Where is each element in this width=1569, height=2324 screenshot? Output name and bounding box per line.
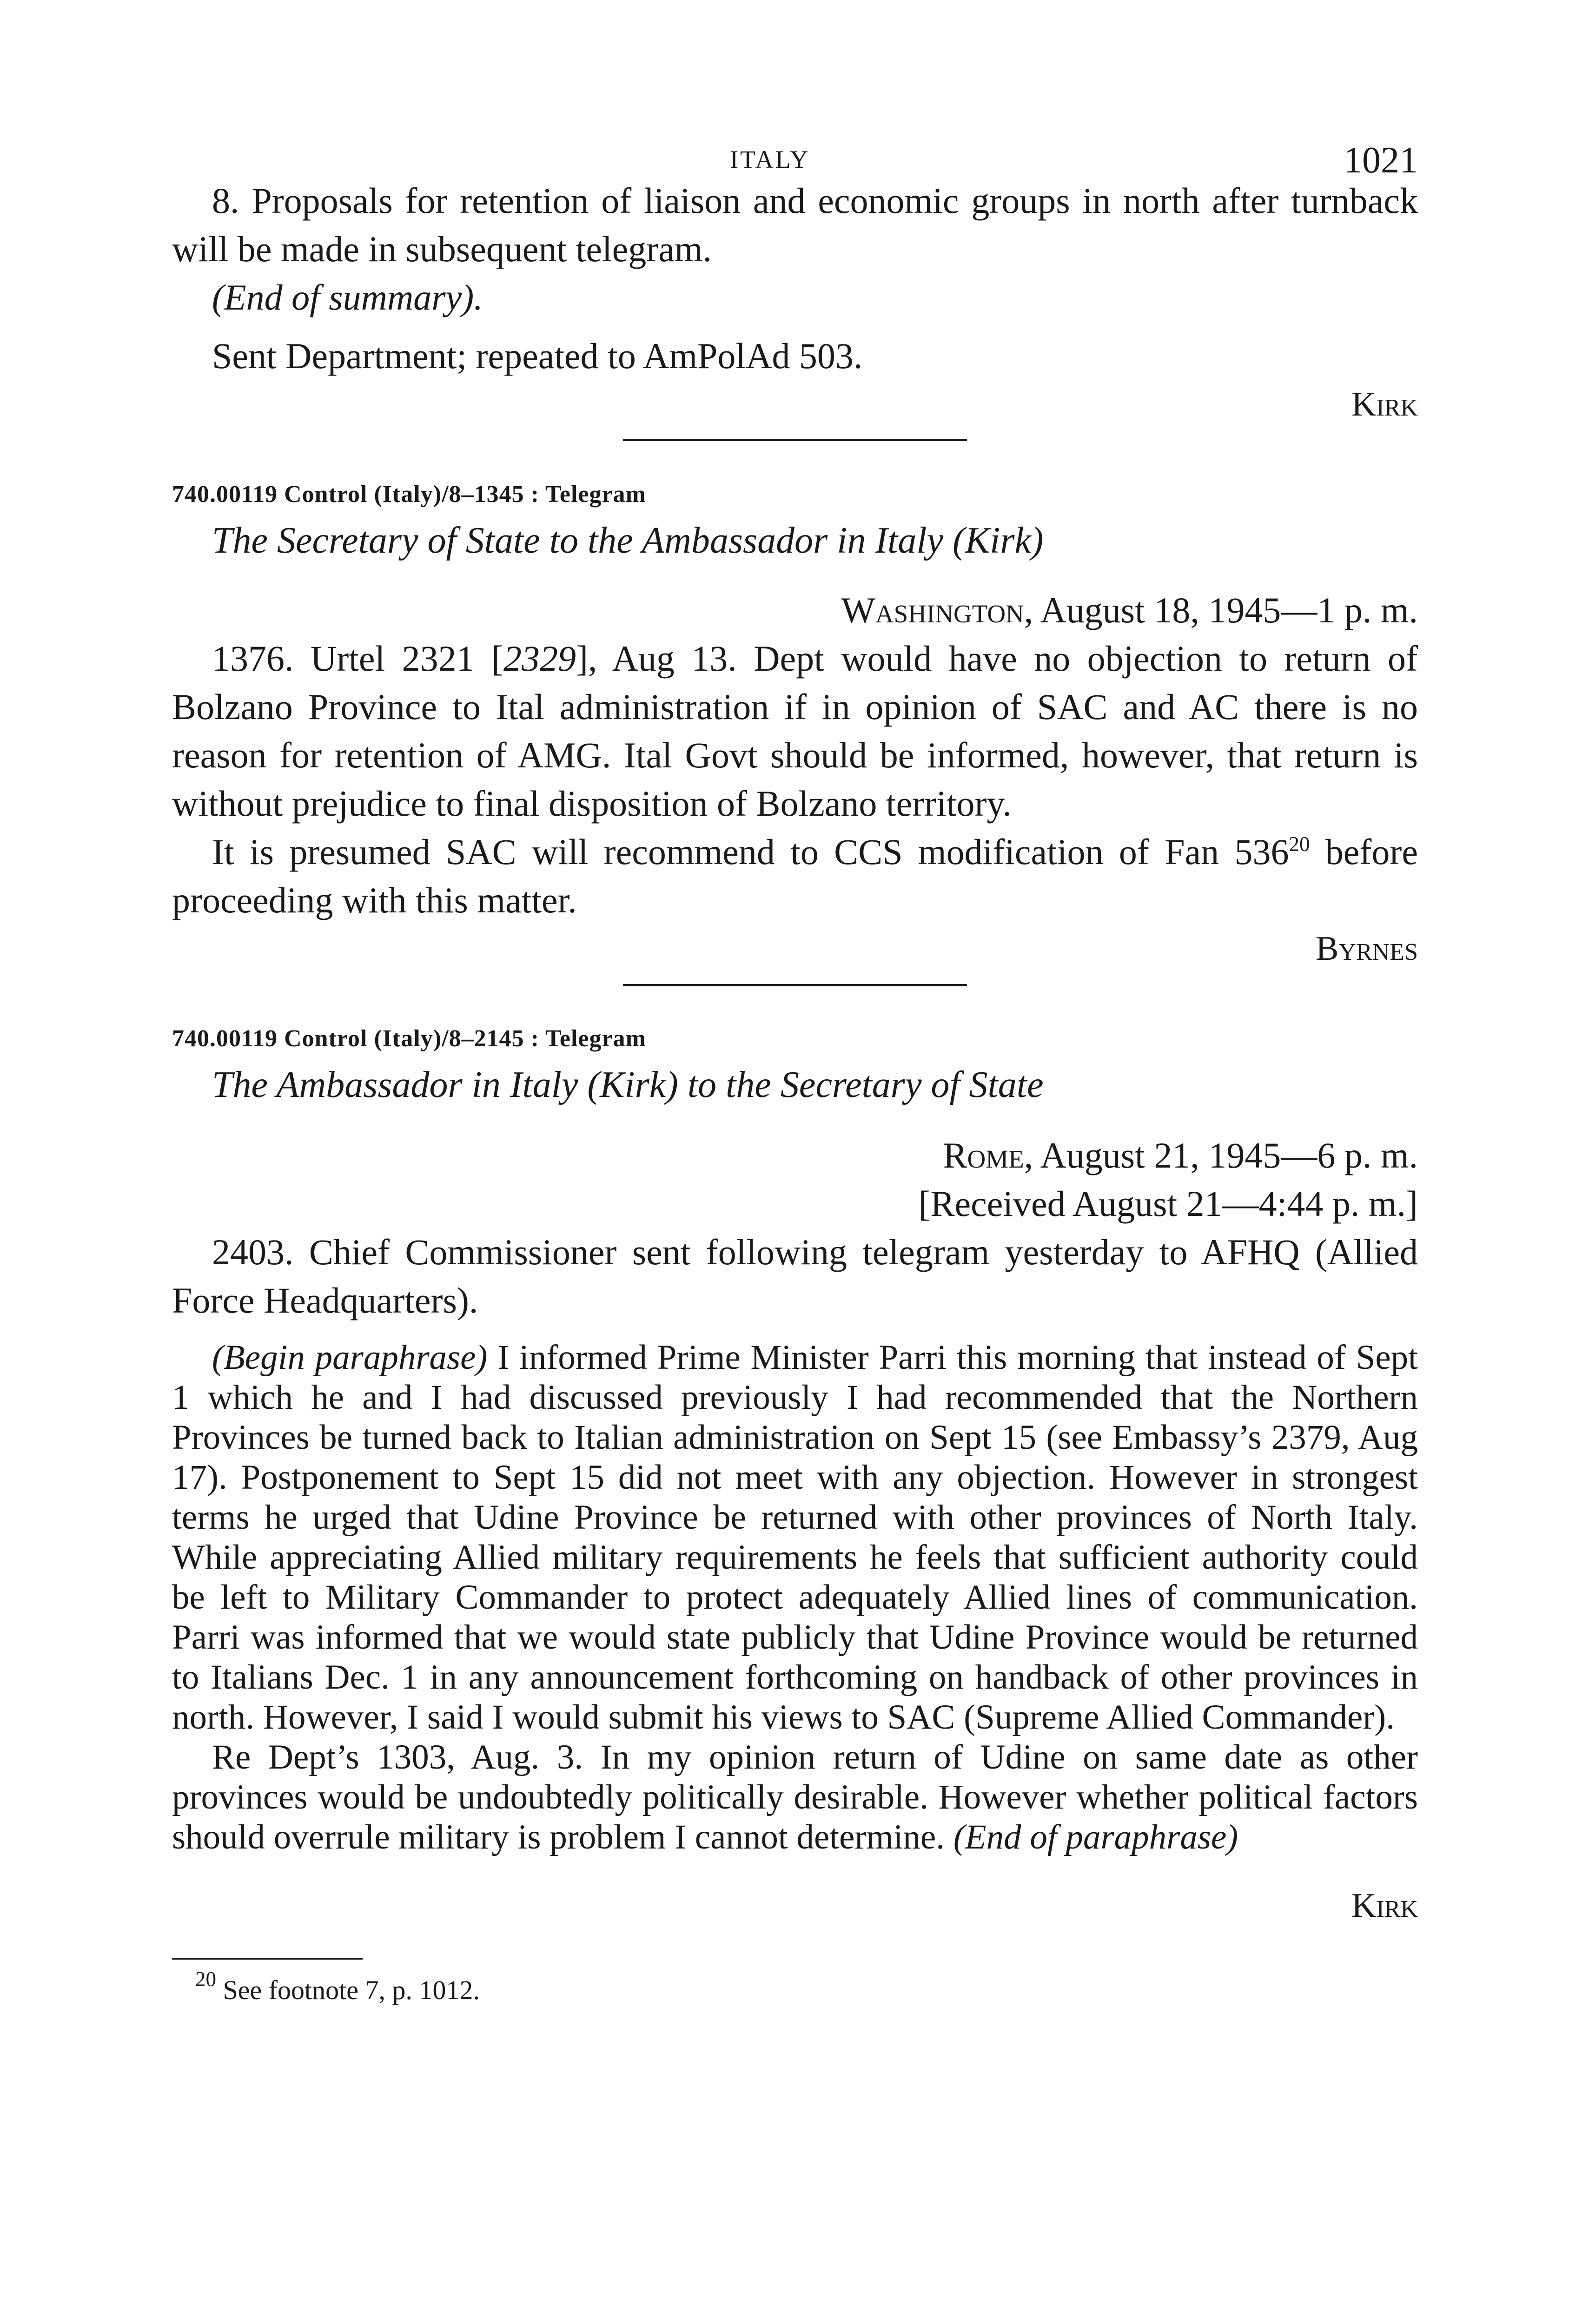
document-title: The Ambassador in Italy (Kirk) to the Secretary of State [212,1064,1044,1105]
paraphrase-paragraph [172,1338,1418,1737]
file-reference: 740.00119 Control (Italy)/8–2145 : Telegram [172,1025,646,1052]
footnote-text: See footnote 7, p. 1012. [216,1975,480,2005]
bracket-correction: 2329 [503,638,576,679]
end-of-summary: (End of summary). [212,277,483,317]
footnote-marker: 20 [195,1967,216,1991]
para-text-start: It is presumed SAC will recommend to CCS modification of Fan 536 [212,832,1289,872]
signature-kirk-1: Kirk [1351,385,1418,423]
document-page [172,139,1418,2009]
paraphrase-paragraph-2 [172,1737,1418,1857]
begin-paraphrase: (Begin paraphrase) [212,1338,488,1377]
dateline [172,1131,1418,1180]
para-text-start: 1376. Urtel 2321 [ [212,638,503,679]
footnote-area [172,1958,1418,2009]
file-reference: 740.00119 Control (Italy)/8–1345 : Telegram [172,481,646,508]
dateline [172,586,1418,634]
paraphrase-text: Re Dept’s 1303, Aug. 3. In my opinion return of Udine on same date as other provinces would be undoubtedly politically desirable. However whether political factors should overrule military is problem I cannot determine. [172,1738,1418,1856]
document-title: The Secretary of State to the Ambassador in Italy (Kirk) [212,520,1044,561]
paraphrase-text: I informed Prime Minister Parri this morning that instead of Sept 1 which he and I had discussed previously I had recommended that the Northern Provinces be turned back to Italian administration on Sept 15 (see Embassy’s 2379, Aug 17). Postponement to Sept 15 did not meet with any objection. However in strongest terms he urged that Udine Province be returned with other provinces of North Italy. While appreciating Allied military requirements he feels that sufficient authority could be left to Military Commander to protect adequately Allied lines of communication. Parri was informed that we would state publicly that Udine Province would be returned to Italians Dec. 1 in any announcement forthcoming on handback of other provinces in north. However, I said I would submit his views to SAC (Supreme Allied Commander). [172,1338,1418,1736]
dateline-place: Washington [841,590,1024,630]
document-2 [172,478,1418,986]
telegram-paragraph [172,634,1418,828]
dateline-date: , August 18, 1945—1 p. m. [1024,590,1418,630]
telegram-paragraph-2 [172,828,1418,924]
para-text-end: ], Aug 13. Dept would have no objection to return of Bolzano Province to Ital administration if in opinion of SAC and AC there is no reason for retention of AMG. Ital Govt should be informed, however, that return is without prejudice to final disposition of Bolzano territory. [172,638,1418,824]
running-title: ITALY [730,145,810,173]
sent-line: Sent Department; repeated to AmPolAd 503. [212,336,863,376]
page-number: 1021 [1344,140,1418,181]
signature-kirk-2: Kirk [1351,1887,1418,1925]
footnote-rule [172,1958,363,1960]
footnote-ref: 20 [1289,832,1310,856]
dateline-place: Rome [943,1135,1024,1175]
signature-byrnes: Byrnes [1316,930,1418,968]
para-text-end: before proceeding with this matter. [172,832,1418,920]
paragraph-8: 8. Proposals for retention of liaison and economic groups in north after turnback will be made in subsequent telegram. [172,180,1418,269]
telegram-paragraph: 2403. Chief Commissioner sent following telegram yesterday to AFHQ (Allied Force Headquarters). [172,1232,1418,1320]
section-divider [623,984,967,986]
dateline-date: , August 21, 1945—6 p. m. [1024,1135,1418,1175]
section-divider [623,439,967,441]
document-1 [172,177,1418,441]
page-header [172,139,1418,181]
footnote [172,1967,1418,2009]
received-line: [Received August 21—4:44 p. m.] [918,1183,1418,1224]
document-3 [172,1023,1418,1930]
end-paraphrase: (End of paraphrase) [953,1818,1238,1856]
